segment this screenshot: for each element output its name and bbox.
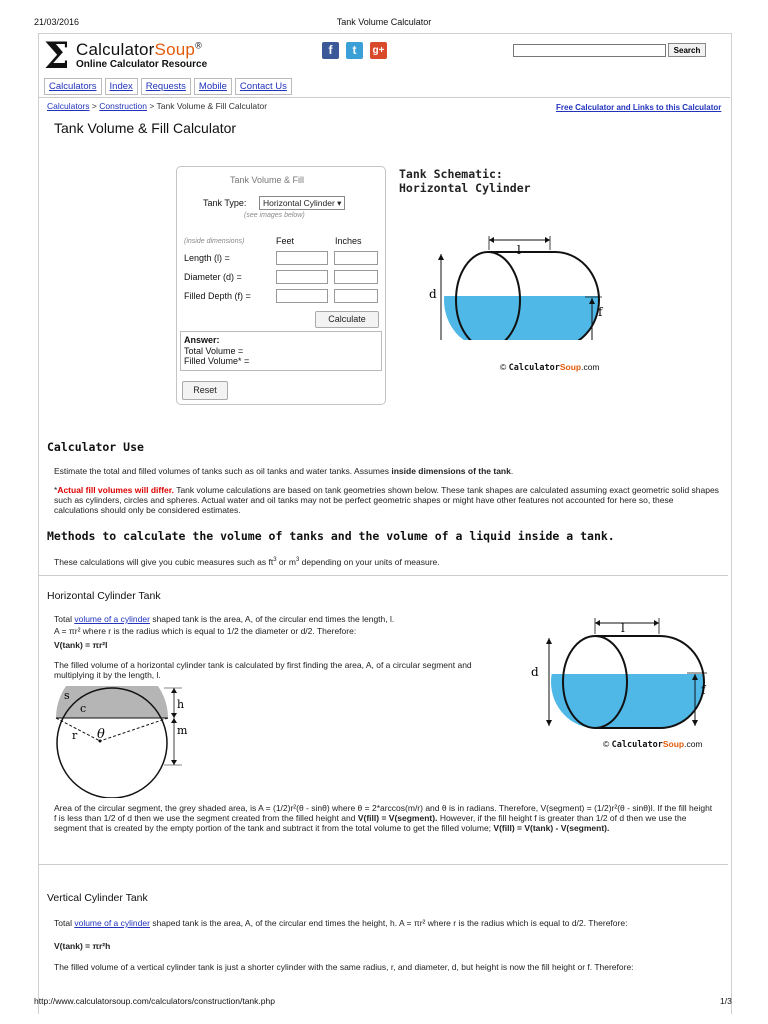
schematic-copyright: © CalculatorSoup.com bbox=[500, 362, 600, 373]
segment-c-label: c bbox=[80, 702, 87, 715]
inches-col-header: Inches bbox=[335, 236, 362, 246]
segment-explanation: Area of the circular segment, the grey shaded area, is A = (1/2)r²(θ - sinθ) where θ = 2*arccos(m/r) and θ is in radians. Therefore, V(segment) = (1/2)r²(θ - sinθ)l. If the fill height f is less than 1/2 of d then we use the segment created from the filled height and V(fill) = V(segment). However, if the fill height f is greater than 1/2 of d then we use the segment that is created by the empty portion of the tank and subtract it from the total volume to get the filled volume; V(fill) = V(tank) - V(segment). bbox=[54, 803, 713, 833]
filled-depth-label: Filled Depth (f) = bbox=[184, 291, 251, 301]
calculate-button[interactable]: Calculate bbox=[315, 311, 379, 328]
nav-mobile[interactable]: Mobile bbox=[194, 78, 232, 95]
search-button[interactable]: Search bbox=[668, 43, 706, 57]
horizontal-cylinder-diagram-2 bbox=[525, 612, 725, 732]
main-nav bbox=[44, 78, 295, 95]
vertical-text-2: The filled volume of a vertical cylinder tank is just a shorter cylinder with the same radius, r, and diameter, d, but height is now the fill height or f. Therefore: bbox=[54, 962, 634, 972]
schematic-title: Tank Schematic: Horizontal Cylinder bbox=[399, 167, 531, 195]
calculator-use-text: Estimate the total and filled volumes of tanks such as oil tanks and water tanks. Assumes inside dimensions of the tank. bbox=[54, 466, 514, 476]
nav-index[interactable]: Index bbox=[105, 78, 138, 95]
length-label: Length (l) = bbox=[184, 253, 230, 263]
breadcrumb-current: > Tank Volume & Fill Calculator bbox=[149, 101, 268, 111]
calculator-heading: Tank Volume & Fill bbox=[230, 175, 305, 185]
diameter-feet-input[interactable] bbox=[276, 270, 328, 284]
filled-volume-label: Filled Volume* = bbox=[184, 356, 250, 366]
segment-s-label: s bbox=[64, 689, 70, 702]
svg-text:l: l bbox=[621, 621, 625, 635]
answer-label: Answer: bbox=[184, 335, 220, 345]
see-images-note: (see images below) bbox=[244, 212, 305, 219]
horizontal-tank-heading: Horizontal Cylinder Tank bbox=[47, 590, 161, 602]
print-footer-url: http://www.calculatorsoup.com/calculators/construction/tank.php bbox=[34, 996, 275, 1006]
breadcrumb: Calculators > Construction > Tank Volume & Fill Calculator bbox=[47, 101, 268, 111]
section-divider-1 bbox=[38, 575, 728, 576]
twitter-icon[interactable]: t bbox=[346, 42, 363, 59]
free-calculator-link[interactable]: Free Calculator and Links to this Calculator bbox=[556, 103, 722, 112]
nav-calculators[interactable]: Calculators bbox=[44, 78, 102, 95]
calculator-use-heading: Calculator Use bbox=[47, 440, 144, 454]
svg-text:f: f bbox=[701, 683, 706, 697]
feet-col-header: Feet bbox=[276, 236, 295, 246]
horizontal-text-3: The filled volume of a horizontal cylinder tank is calculated by first finding the area, A, of a circular segment and multiplying it by the length, l. bbox=[54, 660, 472, 680]
breadcrumb-construction[interactable]: Construction bbox=[99, 101, 147, 111]
segment-h-label: h bbox=[177, 698, 185, 711]
inside-dims-note: (inside dimensions) bbox=[184, 238, 245, 245]
circular-segment-diagram bbox=[44, 686, 194, 798]
facebook-icon[interactable]: f bbox=[322, 42, 339, 59]
breadcrumb-calculators[interactable]: Calculators bbox=[47, 101, 90, 111]
logo-tagline: Online Calculator Resource bbox=[76, 59, 208, 70]
horizontal-text-1: Total volume of a cylinder shaped tank is the area, A, of the circular end times the length, l. bbox=[54, 614, 395, 624]
horizontal-formula: V(tank) = πr²l bbox=[54, 640, 108, 650]
methods-heading: Methods to calculate the volume of tanks and the volume of a liquid inside a tank. bbox=[47, 529, 615, 543]
schematic-copyright-2: © CalculatorSoup.com bbox=[603, 739, 703, 750]
nav-contact-us[interactable]: Contact Us bbox=[235, 78, 292, 95]
volume-of-cylinder-link-2[interactable]: volume of a cylinder bbox=[74, 918, 150, 928]
methods-text: These calculations will give you cubic measures such as $ft^3$ or $m^3$ depending on your units of measure. bbox=[54, 556, 440, 567]
nav-requests[interactable]: Requests bbox=[141, 78, 191, 95]
vertical-tank-heading: Vertical Cylinder Tank bbox=[47, 892, 148, 904]
print-footer-page: 1/3 bbox=[720, 996, 732, 1006]
diameter-inches-input[interactable] bbox=[334, 270, 378, 284]
print-date: 21/03/2016 bbox=[34, 17, 80, 27]
print-title: Tank Volume Calculator bbox=[336, 17, 432, 27]
segment-r-label: r bbox=[72, 729, 78, 742]
page-title: Tank Volume & Fill Calculator bbox=[54, 120, 237, 136]
logo-text[interactable]: CalculatorSoup® bbox=[76, 40, 202, 59]
depth-inches-input[interactable] bbox=[334, 289, 378, 303]
google-plus-icon[interactable]: g+ bbox=[370, 42, 387, 59]
tank-type-select[interactable]: Horizontal Cylinder ▾ bbox=[259, 196, 345, 210]
reset-button[interactable]: Reset bbox=[182, 381, 228, 400]
volume-of-cylinder-link[interactable]: volume of a cylinder bbox=[74, 614, 150, 624]
segment-m-label: m bbox=[177, 724, 188, 737]
horizontal-text-2: A = πr² where r is the radius which is equal to 1/2 the diameter or d/2. Therefore: bbox=[54, 626, 357, 636]
logo-sigma-icon[interactable]: Σ bbox=[44, 35, 70, 77]
segment-theta-label: θ bbox=[97, 727, 105, 742]
length-mark: l bbox=[517, 243, 521, 257]
section-divider-2 bbox=[38, 864, 728, 865]
diameter-mark: d bbox=[429, 287, 437, 301]
depth-feet-input[interactable] bbox=[276, 289, 328, 303]
vertical-text-1: Total volume of a cylinder shaped tank is the area, A, of the circular end times the height, h. A = πr² where r is the radius which is equal to d/2. Therefore: bbox=[54, 918, 628, 928]
total-volume-label: Total Volume = bbox=[184, 346, 244, 356]
search-input[interactable] bbox=[513, 44, 666, 57]
nav-divider bbox=[38, 97, 730, 98]
horizontal-cylinder-diagram bbox=[420, 230, 620, 340]
length-inches-input[interactable] bbox=[334, 251, 378, 265]
length-feet-input[interactable] bbox=[276, 251, 328, 265]
fill-mark: f bbox=[598, 305, 603, 319]
print-header bbox=[34, 17, 734, 29]
diameter-label: Diameter (d) = bbox=[184, 272, 242, 282]
svg-text:d: d bbox=[531, 665, 539, 679]
vertical-formula: V(tank) = πr²h bbox=[54, 941, 111, 951]
tank-type-label: Tank Type: bbox=[203, 198, 247, 208]
fill-disclaimer: *Actual fill volumes will differ. Tank volume calculations are based on tank geometries shown below. These tank shapes are calculated assuming exact geometric solid shapes such as cylinders, circles and spheres. Actual water and oil tanks may not be perfect geometric shapes or might have other features not accounted for here so, these calculations should only be considered estimates. bbox=[54, 485, 719, 515]
